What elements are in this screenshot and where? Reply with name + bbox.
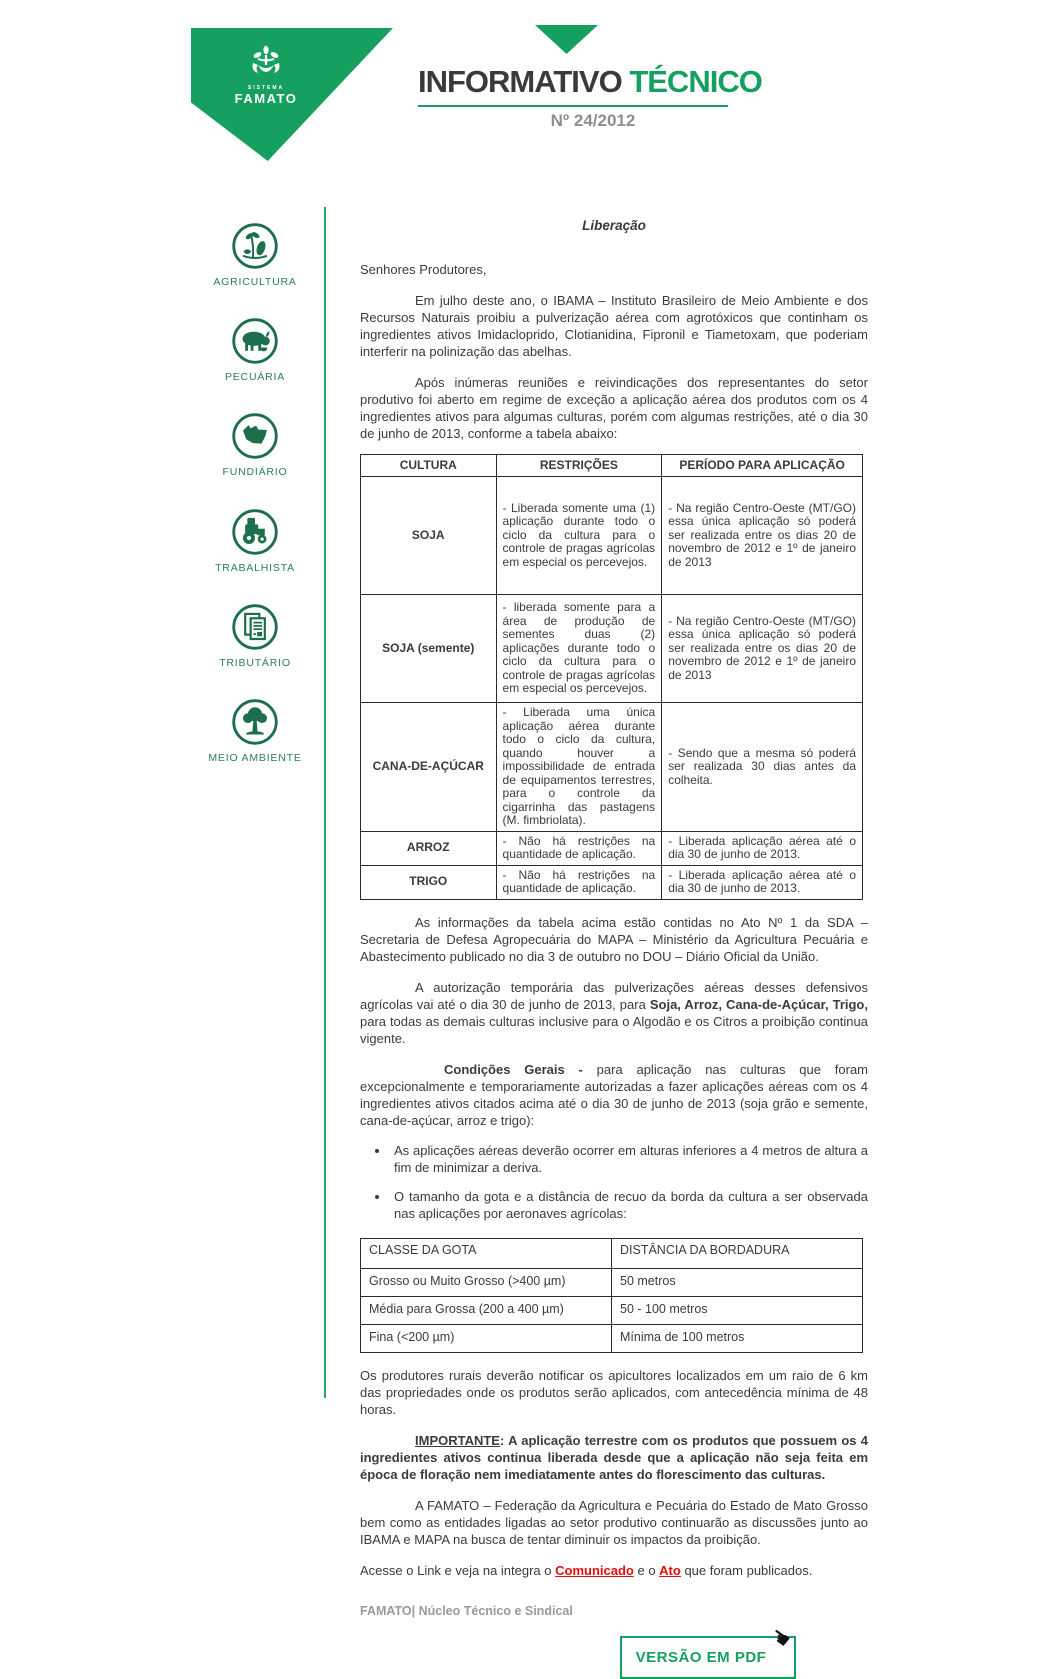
culture-cell: ARROZ [361,831,497,865]
column-header-restricoes: RESTRIÇÕES [496,455,662,477]
issue-number: Nº 24/2012 [550,111,636,130]
table-row [361,1268,863,1296]
table-row-arroz [361,831,863,865]
sidebar-item-meio-ambiente[interactable] [195,698,315,764]
column-header-distancia: DISTÂNCIA DA BORDADURA [612,1238,863,1268]
droplet-class-cell: Fina (<200 µm) [361,1324,612,1352]
paragraph-intro: Em julho deste ano, o IBAMA – Instituto Brasileiro de Meio Ambiente e dos Recursos Naturais proibiu a pulverização aérea com agrotóxicos que continham os ingredientes ativos Imidacloprido, Clotianidina, Fipronil e Tiametoxam, que poderiam interferir na polinização das abelhas. [360,293,868,359]
title-tecnico: TÉCNICO [629,64,762,99]
condicoes-gerais-label: Condições Gerais - [444,1061,583,1077]
logo-system-text: SISTEMA [247,85,285,91]
document-title: Liberação [582,218,646,233]
title-underline [418,105,728,107]
text-segment: A autorização temporária das pulverizações aéreas desses defensivos agrícolas vai até o dia 30 de junho de 2013, para [360,979,868,1012]
text-segment: que foram publicados. [680,1562,813,1578]
document-body [360,207,868,1679]
table-row-cana [361,703,863,832]
paragraph-famato: A FAMATO – Federação da Agricultura e Pecuária do Estado de Mato Grosso bem como as entidades ligadas ao setor produtivo continuarão as discussões junto ao IBAMA e MAPA na busca de tentar diminuir os impactos da proibição. [360,1497,868,1547]
decorative-triangle [535,25,598,54]
paragraph-exception: Após inúmeras reuniões e reivindicações dos representantes do setor produtivo foi aberto em regime de exceção a aplicação aérea dos produtos com os 4 ingredientes ativos para algumas culturas, porém com algumas restrições, até o dia 30 de junho de 2013, conforme a tabela abaixo: [360,375,868,441]
paragraph-importante [360,1432,868,1483]
comunicado-link[interactable]: Comunicado [555,1562,634,1578]
sidebar-item-label: PECUÁRIA [224,371,286,383]
famato-emblem-icon [245,45,287,85]
column-header-classe: CLASSE DA GOTA [361,1238,612,1268]
conditions-list [360,1142,868,1222]
paragraph-ato-sda: As informações da tabela acima estão contidas no Ato Nº 1 da SDA – Secretaria de Defesa Agropecuária do MAPA – Ministério da Agricultura Pecuária e Abastecimento publicado no dia 3 de outubro no DOU – Diário Oficial da União. [360,914,868,964]
droplet-class-cell: Grosso ou Muito Grosso (>400 µm) [361,1268,612,1296]
sidebar-item-label: TRIBUTÁRIO [219,657,291,669]
paragraph-autorizacao [360,979,868,1047]
title-informativo: INFORMATIVO [418,64,622,99]
restrictions-cell: - Não há restrições na quantidade de aplicação. [496,865,662,899]
land-icon [231,412,279,460]
text-segment: : A aplicação terrestre com os produtos que possuem os 4 ingredientes ativos continua liberada desde que a aplicação não seja feita em época de floração nem imediatamente antes do florescimento das culturas. [360,1432,868,1482]
agriculture-icon [231,222,279,270]
paragraph-links [360,1562,868,1579]
distance-cell: 50 metros [612,1268,863,1296]
period-cell: - Liberada aplicação aérea até o dia 30 de junho de 2013. [662,831,863,865]
list-item: • As aplicações aéreas deverão ocorrer em alturas inferiores a 4 metros de altura a fim de minimizar a deriva. [390,1142,868,1176]
table-header-row [361,455,863,477]
sidebar-item-label: TRABALHISTA [215,562,295,574]
labor-icon [231,508,279,556]
restrictions-cell: - liberada somente para a área de produção de sementes duas (2) aplicações durante todo o ciclo da cultura para o controle de pragas agrícolas em especial os percevejos. [496,595,662,703]
text-segment: e o [633,1562,660,1578]
pdf-version-button[interactable] [620,1622,796,1679]
table-row-trigo [361,865,863,899]
text-segment: para aplicação nas culturas que foram excepcionalmente e temporariamente autorizadas a fazer aplicações aéreas com os 4 ingredientes ativos citados acima até o dia 30 de junho de 2013 (soja grão e semente, cana-de-açúcar, arroz e trigo): [360,1061,868,1128]
column-header-cultura: CULTURA [361,455,497,477]
column-header-periodo: PERÍODO PARA APLICAÇÃO [662,455,863,477]
newsletter-title [418,64,762,100]
signature-line: FAMATO| Núcleo Técnico e Sindical [360,1603,573,1618]
tax-icon [231,603,279,651]
droplet-class-table [360,1238,863,1353]
sidebar-item-agricultura[interactable] [195,222,315,288]
culture-cell: SOJA [361,477,497,595]
culture-cell: TRIGO [361,865,497,899]
period-cell: - Na região Centro-Oeste (MT/GO) essa única aplicação só poderá ser realizada entre os dias 20 de novembro de 2012 e 1º de janeiro de 2013 [662,477,863,595]
paragraph-condicoes-gerais [360,1061,868,1129]
paragraph-apicultores: Os produtores rurais deverão notificar os apicultores localizados em um raio de 6 km das propriedades onde os produtos serão aplicados, com antecedência mínima de 48 horas. [360,1367,868,1417]
culture-cell: SOJA (semente) [361,595,497,703]
importante-label: IMPORTANTE [415,1432,500,1448]
sidebar-item-tributario[interactable] [195,603,315,669]
table-row [361,1296,863,1324]
restrictions-cell: - Liberada uma única aplicação aérea durante todo o ciclo da cultura, quando houver a impossibilidade de entrada de equipamentos terrestres, para o controle da cigarrinha das pastagens (M. fimbriolata). [496,703,662,832]
distance-cell: Mínima de 100 metros [612,1324,863,1352]
logo-name-text: FAMATO [234,91,298,106]
sidebar-item-label: AGRICULTURA [213,276,297,288]
list-item: • O tamanho da gota e a distância de recuo da borda da cultura a ser observada nas aplicações por aeronaves agrícolas: [390,1188,868,1222]
restrictions-cell: - Não há restrições na quantidade de aplicação. [496,831,662,865]
famato-logo [216,45,316,106]
sidebar-item-fundiario[interactable] [195,412,315,478]
pdf-button-label: VERSÃO EM PDF [635,1648,767,1666]
restrictions-cell: - Liberada somente uma (1) aplicação durante todo o ciclo da cultura para o controle de pragas agrícolas em especial os percevejos. [496,477,662,595]
table-header-row [361,1238,863,1268]
text-segment: para todas as demais culturas inclusive para o Algodão e os Citros a proibição continua vigente. [360,1013,868,1046]
environment-icon [231,698,279,746]
period-cell: - Na região Centro-Oeste (MT/GO) essa única aplicação só poderá ser realizada entre os dias 20 de novembro de 2012 e 1º de janeiro de 2013 [662,595,863,703]
sidebar-item-trabalhista[interactable] [195,508,315,574]
table-row-soja-semente [361,595,863,703]
distance-cell: 50 - 100 metros [612,1296,863,1324]
cultures-restrictions-table [360,454,863,900]
sidebar-divider-line [324,207,326,1398]
culture-cell: CANA-DE-AÇÚCAR [361,703,497,832]
text-segment-bold: Soja, Arroz, Cana-de-Açúcar, Trigo, [649,996,868,1012]
sidebar-item-pecuaria[interactable] [195,317,315,383]
masthead [418,64,762,131]
period-cell: - Liberada aplicação aérea até o dia 30 de junho de 2013. [662,865,863,899]
table-row-soja [361,477,863,595]
text-segment: Acesse o Link e veja na integra o [360,1562,556,1578]
sidebar-item-label: FUNDIÁRIO [222,466,288,478]
hand-cursor-icon: ☚ [764,1622,796,1654]
table-row [361,1324,863,1352]
salutation: Senhores Produtores, [360,262,487,277]
sidebar-item-label: MEIO AMBIENTE [208,752,302,764]
period-cell: - Sendo que a mesma só poderá ser realizada 30 dias antes da colheita. [662,703,863,832]
ato-link[interactable]: Ato [659,1562,681,1578]
droplet-class-cell: Média para Grossa (200 a 400 µm) [361,1296,612,1324]
livestock-icon [231,317,279,365]
